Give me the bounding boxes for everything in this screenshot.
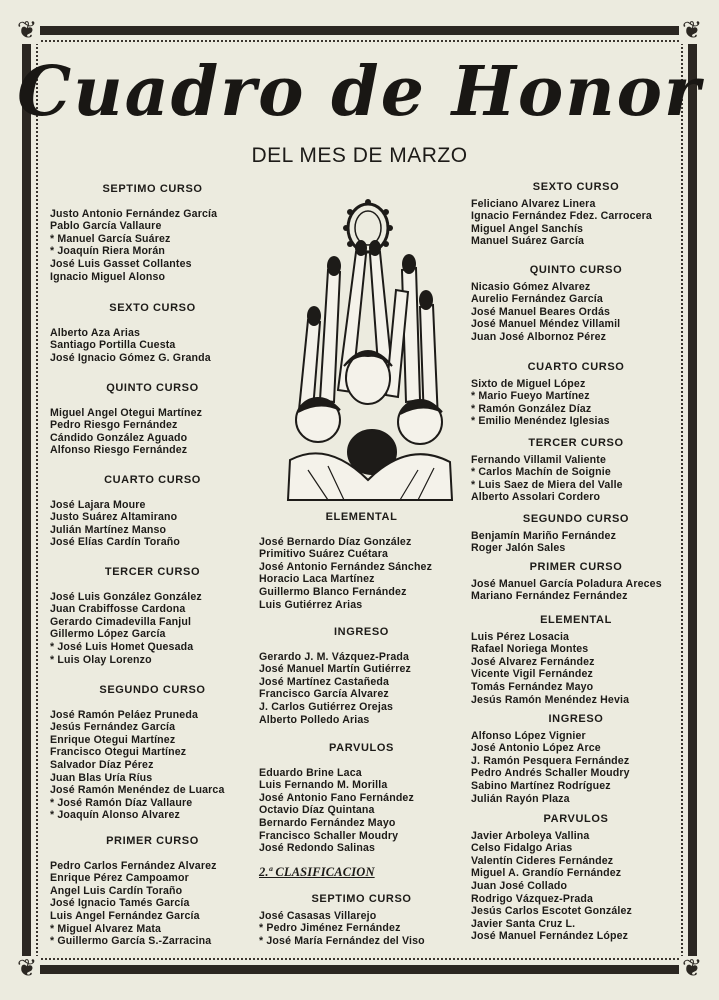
student-name: Francisco García Alvarez (259, 688, 389, 701)
section-heading: SEGUNDO CURSO (99, 684, 206, 696)
corner-ornament-icon: ❦ (14, 18, 40, 44)
student-name: José Lajara Moure (50, 498, 146, 511)
section-heading: SEGUNDO CURSO (522, 513, 630, 525)
student-name: J. Carlos Gutiérrez Orejas (259, 700, 394, 713)
student-name: J. Ramón Pesquera Fernández (471, 754, 630, 767)
section-septimo-curso (50, 183, 255, 283)
student-name: Valentín Cideres Fernández (471, 854, 614, 867)
section-segundo-curso (50, 684, 255, 822)
student-name: Francisco Schaller Moudry (259, 829, 399, 842)
student-name: José Casasas Villarejo (259, 909, 377, 922)
student-name: Pedro Carlos Fernández Alvarez (50, 859, 217, 872)
student-name: Octavio Díaz Quintana (259, 804, 375, 817)
section-heading: SEXTO CURSO (532, 181, 620, 193)
student-name: Alberto Polledo Arias (259, 713, 370, 726)
student-name: Nicasio Gómez Alvarez (471, 280, 591, 293)
student-name: Alfonso López Vignier (471, 729, 586, 742)
student-name: * Mario Fueyo Martínez (471, 390, 590, 403)
student-name: José Elías Cardín Toraño (50, 536, 180, 549)
section-heading: INGRESO (548, 713, 604, 725)
section-sexto-curso (50, 302, 255, 364)
student-name: Pedro Andrés Schaller Moudry (471, 767, 630, 780)
section-sexto-curso (471, 181, 681, 248)
student-name: * Carlos Machín de Soignie (471, 466, 611, 479)
student-name: Guillermo Blanco Fernández (259, 585, 407, 598)
student-name: Santiago Portilla Cuesta (50, 339, 176, 352)
student-name: Juan Blas Uría Ríus (50, 771, 153, 784)
student-name: Gerardo J. M. Vázquez-Prada (259, 650, 410, 663)
section-primer-curso (50, 835, 255, 948)
student-name: José Antonio Fano Fernández (259, 791, 414, 804)
section-cuarto-curso (471, 361, 681, 428)
corner-ornament-icon: ❦ (14, 956, 40, 982)
student-name: * Manuel García Suárez (50, 232, 171, 245)
student-name: Rafael Noriega Montes (471, 643, 589, 656)
student-name: Enrique Otegui Martínez (50, 733, 176, 746)
student-name: Roger Jalón Sales (471, 542, 566, 555)
student-name: Luis Fernando M. Morilla (259, 779, 388, 792)
student-name: José Ramón Menéndez de Luarca (50, 784, 225, 797)
student-name: José Manuel Martín Gutiérrez (259, 663, 411, 676)
section-ingreso (471, 713, 681, 805)
student-name: Justo Suárez Altamirano (50, 511, 178, 524)
student-name: Miguel A. Grandío Fernández (471, 867, 622, 880)
student-name: Juan José Albornoz Pérez (471, 330, 607, 343)
student-name: Javier Santa Cruz L. (471, 917, 576, 930)
student-name: * Ramón González Díaz (471, 402, 592, 415)
student-name: Celso Fidalgo Arias (471, 842, 573, 855)
student-name: Luis Angel Fernández García (50, 909, 200, 922)
student-name: Alberto Aza Arias (50, 326, 141, 339)
page-subtitle: DEL MES DE MARZO (251, 144, 468, 167)
section-heading: CUARTO CURSO (104, 474, 201, 486)
student-name: José Antonio López Arce (471, 742, 601, 755)
student-name: Enrique Pérez Campoamor (50, 872, 189, 885)
section-primer-curso (471, 561, 681, 603)
student-name: Horacio Laca Martínez (259, 573, 375, 586)
section-septimo-curso-2 (259, 893, 464, 947)
student-name: Justo Antonio Fernández García (50, 207, 218, 220)
student-name: Alberto Assolari Cordero (471, 491, 601, 504)
student-name: José Manuel Fernández López (471, 930, 629, 943)
student-name: Rodrigo Vázquez-Prada (471, 892, 594, 905)
student-name: Jesús Carlos Escotet González (471, 905, 632, 918)
student-name: Eduardo Brine Laca (259, 766, 362, 779)
student-name: Gerardo Cimadevilla Fanjul (50, 615, 192, 628)
section-ingreso (259, 626, 464, 726)
student-name: José Ramón Peláez Pruneda (50, 708, 198, 721)
section-heading: ELEMENTAL (540, 614, 612, 626)
section-heading: PARVULOS (329, 742, 394, 754)
student-name: Benjamín Mariño Fernández (471, 529, 617, 542)
section-elemental (259, 511, 464, 611)
section-heading: SEXTO CURSO (109, 302, 196, 314)
student-name: José Manuel Méndez Villamil (471, 318, 621, 331)
section-heading: PRIMER CURSO (106, 835, 199, 847)
section-quinto-curso (50, 382, 255, 457)
student-name: Jesús Ramón Menéndez Hevia (471, 693, 630, 706)
page-title: Cuadro de Honor (17, 52, 702, 132)
student-name: Francisco Otegui Martínez (50, 746, 187, 759)
student-name: Fernando Villamil Valiente (471, 453, 606, 466)
section-parvulos (471, 813, 681, 943)
section-heading: SEPTIMO CURSO (102, 183, 203, 195)
student-name: Bernardo Fernández Mayo (259, 816, 396, 829)
section-heading: QUINTO CURSO (529, 264, 623, 276)
student-name: Primitivo Suárez Cuétara (259, 548, 389, 561)
student-name: * Joaquín Riera Morán (50, 245, 165, 258)
student-name: Sixto de Miguel López (471, 377, 586, 390)
section-clasificacion (259, 866, 464, 880)
student-name: Angel Luis Cardín Toraño (50, 884, 183, 897)
section-heading: TERCER CURSO (528, 437, 624, 449)
student-name: Alfonso Riesgo Fernández (50, 444, 188, 457)
student-name: * Pedro Jiménez Fernández (259, 922, 401, 935)
student-name: Juan José Collado (471, 879, 568, 892)
student-name: Mariano Fernández Fernández (471, 590, 628, 603)
student-name: Julián Rayón Plaza (471, 792, 570, 805)
student-name: Ignacio Miguel Alonso (50, 270, 166, 283)
student-name: Feliciano Alvarez Linera (471, 197, 596, 210)
corner-ornament-icon: ❦ (679, 956, 705, 982)
student-name: Luis Pérez Losacia (471, 630, 570, 643)
student-name: Manuel Suárez García (471, 235, 585, 248)
section-cuarto-curso (50, 474, 255, 549)
student-name: * José Luis Homet Quesada (50, 640, 194, 653)
student-name: Luis Gutiérrez Arias (259, 598, 363, 611)
student-name: * Luis Saez de Miera del Valle (471, 478, 623, 491)
section-heading: QUINTO CURSO (106, 382, 199, 394)
student-name: * Guillermo García S.-Zarracina (50, 935, 212, 948)
section-heading: TERCER CURSO (104, 566, 201, 578)
student-name: Tomás Fernández Mayo (471, 680, 594, 693)
student-name: José Redondo Salinas (259, 842, 376, 855)
section-tercer-curso (471, 437, 681, 504)
student-name: José Manuel García Poladura Areces (471, 577, 662, 590)
student-name: Jesús Fernández García (50, 721, 176, 734)
student-name: Juan Crabiffosse Cardona (50, 603, 186, 616)
student-name: José Bernardo Díaz González (259, 535, 412, 548)
student-name: Salvador Díaz Pérez (50, 758, 154, 771)
section-heading: PARVULOS (543, 813, 609, 825)
classification-heading: 2.ª CLASIFICACION (259, 865, 375, 879)
student-name: José Alvarez Fernández (471, 655, 595, 668)
student-name: José Ignacio Gómez G. Granda (50, 351, 211, 364)
student-name: Pablo García Vallaure (50, 220, 162, 233)
section-quinto-curso (471, 264, 681, 344)
section-elemental (471, 614, 681, 706)
student-name: * José María Fernández del Viso (259, 934, 425, 947)
corner-ornament-icon: ❦ (679, 18, 705, 44)
section-segundo-curso (471, 513, 681, 555)
laurel-wreath-illustration (268, 190, 468, 502)
section-heading: SEPTIMO CURSO (311, 893, 412, 905)
section-tercer-curso (50, 566, 255, 666)
student-name: Cándido González Aguado (50, 431, 188, 444)
student-name: Aurelio Fernández García (471, 293, 603, 306)
student-name: Julián Martínez Manso (50, 523, 167, 536)
student-name: Miguel Angel Sanchís (471, 222, 584, 235)
section-heading: ELEMENTAL (325, 511, 398, 523)
student-name: José Ignacio Tamés García (50, 897, 190, 910)
student-name: José Martínez Castañeda (259, 675, 390, 688)
student-name: José Luis González González (50, 590, 202, 603)
student-name: * Luis Olay Lorenzo (50, 653, 152, 666)
student-name: Javier Arboleya Vallina (471, 829, 590, 842)
student-name: Pedro Riesgo Fernández (50, 419, 178, 432)
student-name: José Luis Gasset Collantes (50, 257, 192, 270)
student-name: * Miguel Alvarez Mata (50, 922, 162, 935)
student-name: Sabino Martínez Rodríguez (471, 779, 611, 792)
section-parvulos (259, 742, 464, 855)
section-heading: INGRESO (334, 626, 389, 638)
student-name: * Emilio Menéndez Iglesias (471, 415, 610, 428)
student-name: José Antonio Fernández Sánchez (259, 560, 433, 573)
student-name: * José Ramón Díaz Vallaure (50, 796, 193, 809)
student-name: José Manuel Beares Ordás (471, 305, 611, 318)
section-heading: CUARTO CURSO (527, 361, 625, 373)
student-name: Miguel Angel Otegui Martínez (50, 406, 203, 419)
student-name: Gillermo López García (50, 628, 166, 641)
section-heading: PRIMER CURSO (529, 561, 623, 573)
student-name: * Joaquín Alonso Alvarez (50, 809, 180, 822)
student-name: Ignacio Fernández Fdez. Carrocera (471, 210, 652, 223)
student-name: Vicente Vigil Fernández (471, 668, 593, 681)
